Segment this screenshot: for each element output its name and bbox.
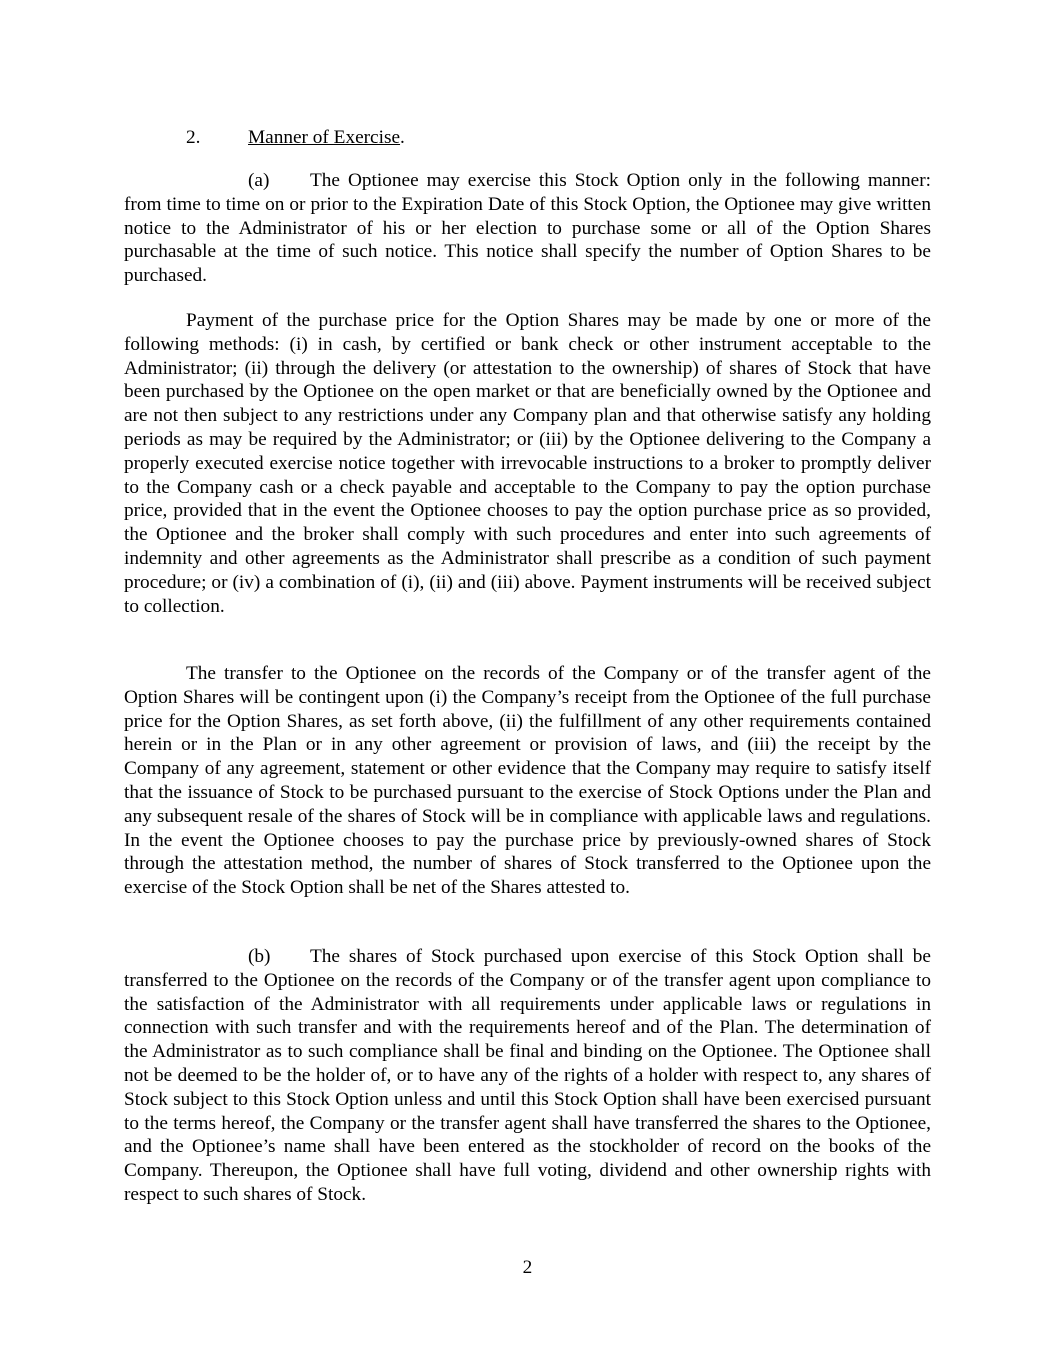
paragraph-a-label: (a) [248, 170, 270, 191]
section-title: Manner of Exercise [248, 127, 401, 148]
paragraph-transfer-text: The transfer to the Optionee on the records of the Company or of the transfer agent of the Option Shares will be contingent upon (i) the Company’s receipt from the Optionee of the full purchase price for the Option Shares, as set forth above, (ii) the fulfillment of any other requirements contained herein or in the Plan or in any other agreement or provision of laws, and (iii) the receipt by the Company of any agreement, statement or other evidence that the Company may require to satisfy itself that the issuance of Stock to be purchased pursuant to the exercise of Stock Options under the Plan and any subsequent resale of the shares of Stock will be in compliance with applicable laws and regulations. In the event the Optionee chooses to pay the purchase price by previously-owned shares of Stock through the attestation method, the number of shares of Stock transferred to the Optionee upon the exercise of the Stock Option shall be net of the Shares attested to. [124, 663, 931, 899]
section-number: 2. [186, 127, 201, 148]
section-heading [186, 126, 405, 150]
paragraph-transfer-conditions [124, 662, 931, 900]
paragraph-a-text: The Optionee may exercise this Stock Option only in the following manner: from time to time on or prior to the Expiration Date of this Stock Option, the Optionee may give written notice to the Administrator of his or her election to purchase some or all of the Option Shares purchasable at the time of such notice. This notice shall specify the number of Option Shares to be purchased. [124, 170, 931, 287]
paragraph-b-text: The shares of Stock purchased upon exercise of this Stock Option shall be transferred to the Optionee on the records of the Company or of the transfer agent upon compliance to the satisfaction of the Administrator with all requirements under applicable laws or regulations in connection with such transfer and with the requirements hereof and of the Plan. The determination of the Administrator as to such compliance shall be final and binding on the Optionee. The Optionee shall not be deemed to be the holder of, or to have any of the rights of a holder with respect to, any shares of Stock subject to this Stock Option unless and until this Stock Option shall have been exercised pursuant to the terms hereof, the Company or the transfer agent shall have transferred the shares to the Optionee, and the Optionee’s name shall have been entered as the stockholder of record on the books of the Company. Thereupon, the Optionee shall have full voting, dividend and other ownership rights with respect to such shares of Stock. [124, 946, 931, 1205]
page-number: 2 [522, 1257, 533, 1278]
paragraph-payment-methods [124, 309, 931, 618]
section-title-period: . [400, 127, 405, 148]
paragraph-a [124, 169, 931, 288]
paragraph-b [124, 945, 931, 1207]
paragraph-payment-text: Payment of the purchase price for the Option Shares may be made by one or more of the following methods: (i) in cash, by certified or bank check or other instrument acceptable to the Administrator; (ii) through the delivery (or attestation to the ownership) of shares of Stock that have been purchased by the Optionee on the open market or that are beneficially owned by the Optionee and are not then subject to any restrictions under any Company plan and that otherwise satisfy any holding periods as may be required by the Administrator; or (iii) by the Optionee delivering to the Company a properly executed exercise notice together with irrevocable instructions to a broker to promptly deliver to the Company cash or a check payable and acceptable to the Company to pay the option purchase price, provided that in the event the Optionee chooses to pay the option purchase price as so provided, the Optionee and the broker shall comply with such procedures and enter into such agreements of indemnity and other agreements as the Administrator shall prescribe as a condition of such payment procedure; or (iv) a combination of (i), (ii) and (iii) above. Payment instruments will be received subject to collection. [124, 310, 931, 617]
paragraph-b-label: (b) [248, 946, 271, 967]
